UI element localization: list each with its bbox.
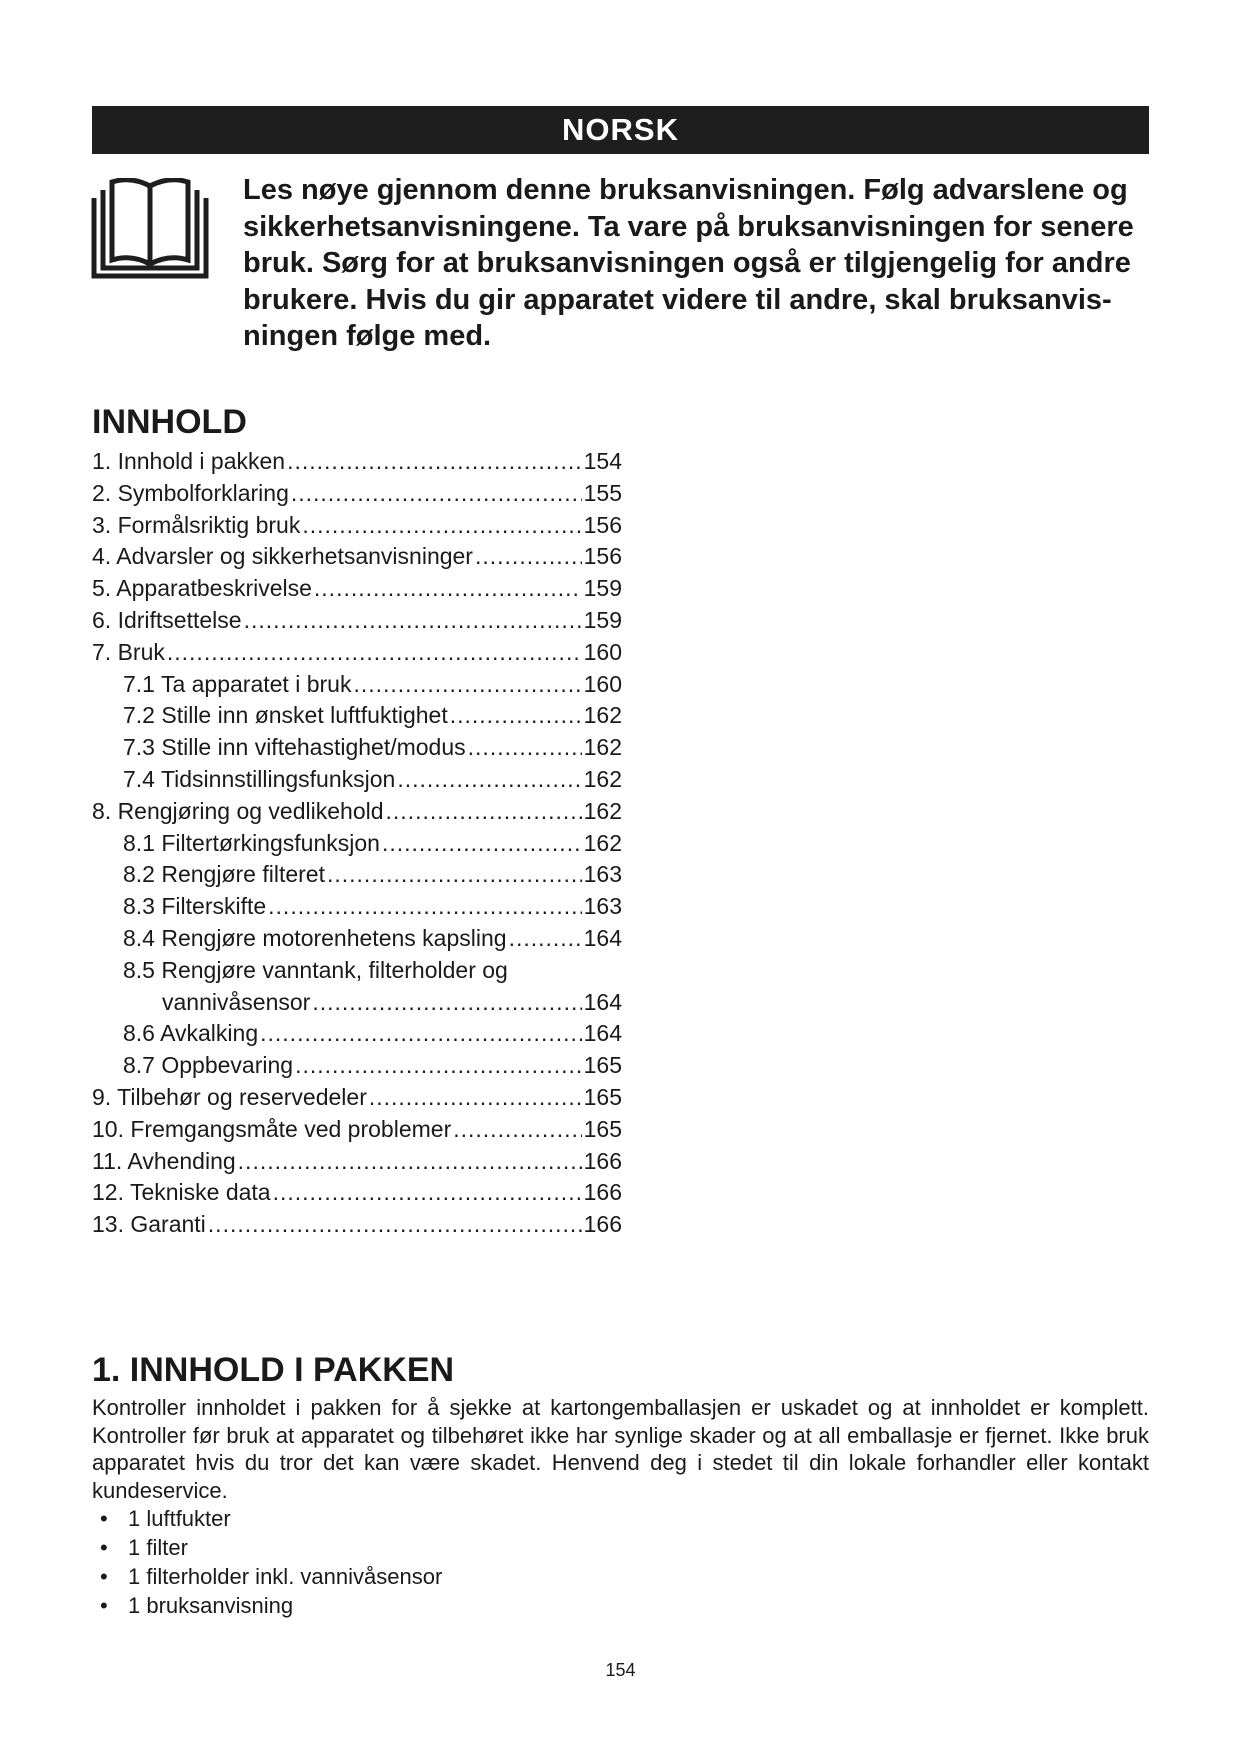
leader-dots xyxy=(369,1082,582,1114)
leader-dots xyxy=(273,1177,582,1209)
list-item: • 1 filterholder inkl. vannivåsensor xyxy=(100,1564,443,1589)
section-heading: 1. INNHOLD I PAKKEN xyxy=(92,1351,455,1389)
leader-dots xyxy=(208,1209,582,1241)
leader-dots xyxy=(167,637,582,669)
toc-subentry[interactable]: 7.3 Stille inn viftehastighet/modus ..... 162 xyxy=(92,732,622,764)
section-body-text: Kontroller innholdet i pakken for å sjekke at kartongemballasjen er uskadet og at innholdet er komplett. Kontroller før bruk at apparatet og tilbehøret ikke har synlige skader og at all emballasje er fjernet. Ikke bruk apparatet hvis du tror det kan være skadet. Henvend deg i stedet til din lokale forhandler eller kontakt kundeservice. xyxy=(92,1395,1149,1503)
leader-dots xyxy=(382,828,582,860)
toc-entry[interactable]: 10. Fremgangsmåte ved problemer ..... 165 xyxy=(92,1114,622,1146)
intro-notice xyxy=(243,172,1163,355)
intro-line: ningen følge med. xyxy=(243,320,492,352)
leader-dots xyxy=(238,1146,582,1178)
toc-page: 162 xyxy=(583,765,622,792)
bullet-icon: • xyxy=(100,1593,108,1618)
toc-page: 162 xyxy=(583,702,622,729)
toc-page: 163 xyxy=(583,861,622,888)
toc-page: 160 xyxy=(583,670,622,697)
toc-subentry[interactable]: 8.5 Rengjøre vanntank, filterholder og xyxy=(123,956,508,983)
leader-dots xyxy=(287,446,582,478)
toc-entry[interactable]: 3. Formålsriktig bruk ..... 156 xyxy=(92,510,622,542)
toc-subentry[interactable]: 8.3 Filterskifte ..... 163 xyxy=(92,891,622,923)
toc-entry[interactable]: 6. Idriftsettelse ..... 159 xyxy=(92,605,622,637)
toc-page: 165 xyxy=(583,1115,622,1142)
toc-page: 155 xyxy=(583,479,622,506)
leader-dots xyxy=(475,541,582,573)
intro-line: sikkerhetsanvisningene. Ta vare på bruksanvisningen for senere xyxy=(243,210,1134,243)
list-item: • 1 bruksanvisning xyxy=(100,1593,294,1618)
toc-subentry-continuation[interactable]: vannivåsensor ..... 164 xyxy=(92,987,622,1019)
toc-page: 162 xyxy=(583,734,622,761)
toc-entry[interactable]: 12. Tekniske data ..... 166 xyxy=(92,1177,622,1209)
leader-dots xyxy=(353,669,581,701)
intro-line: Les nøye gjennom denne bruksanvisningen. Følg advarslene og xyxy=(243,174,1128,206)
leader-dots xyxy=(450,700,582,732)
leader-dots xyxy=(244,605,582,637)
leader-dots xyxy=(453,1114,581,1146)
leader-dots xyxy=(302,510,581,542)
leader-dots xyxy=(295,1050,582,1082)
intro-line: bruk. Sørg for at bruksanvisningen også er tilgjengelig for andre xyxy=(243,247,1131,279)
toc-page: 162 xyxy=(583,797,622,824)
toc-page: 166 xyxy=(583,1211,622,1238)
language-label: NORSK xyxy=(562,112,679,147)
intro-line: brukere. Hvis du gir apparatet videre til andre, skal bruksanvis- xyxy=(243,283,1112,316)
toc-entry[interactable]: 4. Advarsler og sikkerhetsanvisninger ..... 156 xyxy=(92,541,622,573)
toc-subentry[interactable]: 7.1 Ta apparatet i bruk ..... 160 xyxy=(92,669,622,701)
leader-dots xyxy=(386,796,582,828)
leader-dots xyxy=(268,891,581,923)
toc-page: 160 xyxy=(583,638,622,665)
toc-page: 166 xyxy=(583,1147,622,1174)
toc-page: 164 xyxy=(583,988,622,1015)
toc-page: 164 xyxy=(583,1020,622,1047)
toc-subentry[interactable]: 8.7 Oppbevaring ..... 165 xyxy=(92,1050,622,1082)
list-item: • 1 filter xyxy=(100,1535,188,1560)
toc-page: 159 xyxy=(583,575,622,602)
toc-subentry[interactable]: 7.2 Stille inn ønsket luftfuktighet ..... 162 xyxy=(92,700,622,732)
toc-heading: INNHOLD xyxy=(92,403,247,441)
toc-subentry[interactable]: 8.2 Rengjøre filteret ..... 163 xyxy=(92,859,622,891)
toc-page: 162 xyxy=(583,829,622,856)
toc-page: 163 xyxy=(583,893,622,920)
leader-dots xyxy=(291,478,582,510)
list-item: • 1 luftfukter xyxy=(100,1506,231,1531)
toc-page: 164 xyxy=(583,924,622,951)
toc-entry[interactable]: 5. Apparatbeskrivelse ..... 159 xyxy=(92,573,622,605)
leader-dots xyxy=(509,923,582,955)
toc-entry[interactable]: 7. Bruk ..... 160 xyxy=(92,637,622,669)
toc-subentry[interactable]: 8.4 Rengjøre motorenhetens kapsling ..... 164 xyxy=(92,923,622,955)
toc-page: 156 xyxy=(583,511,622,538)
page-number: 154 xyxy=(605,1660,636,1680)
toc-entry[interactable]: 8. Rengjøring og vedlikehold ..... 162 xyxy=(92,796,622,828)
language-header-bar xyxy=(92,106,1149,154)
leader-dots xyxy=(468,732,582,764)
toc-subentry[interactable]: 7.4 Tidsinnstillingsfunksjon ..... 162 xyxy=(92,764,622,796)
toc-entry[interactable]: 11. Avhending ..... 166 xyxy=(92,1146,622,1178)
leader-dots xyxy=(260,1018,582,1050)
leader-dots xyxy=(314,573,582,605)
toc-entry[interactable]: 9. Tilbehør og reservedeler ..... 165 xyxy=(92,1082,622,1114)
open-book-icon xyxy=(90,178,210,282)
toc-entry[interactable]: 2. Symbolforklaring ..... 155 xyxy=(92,478,622,510)
leader-dots xyxy=(327,859,582,891)
table-of-contents xyxy=(92,446,622,1241)
bullet-icon: • xyxy=(100,1535,108,1560)
toc-page: 156 xyxy=(583,543,622,570)
toc-page: 165 xyxy=(583,1052,622,1079)
bullet-icon: • xyxy=(100,1564,108,1589)
toc-entry[interactable]: 1. Innhold i pakken ..... 154 xyxy=(92,446,622,478)
toc-entry[interactable]: 13. Garanti ..... 166 xyxy=(92,1209,622,1241)
package-contents-list xyxy=(100,1504,442,1620)
toc-subentry[interactable]: 8.1 Filtertørkingsfunksjon ..... 162 xyxy=(92,828,622,860)
toc-page: 165 xyxy=(583,1083,622,1110)
bullet-icon: • xyxy=(100,1506,108,1531)
toc-page: 159 xyxy=(583,606,622,633)
leader-dots xyxy=(312,987,581,1019)
leader-dots xyxy=(397,764,581,796)
toc-page: 166 xyxy=(583,1179,622,1206)
toc-subentry[interactable]: 8.6 Avkalking ..... 164 xyxy=(92,1018,622,1050)
toc-page: 154 xyxy=(583,448,622,474)
